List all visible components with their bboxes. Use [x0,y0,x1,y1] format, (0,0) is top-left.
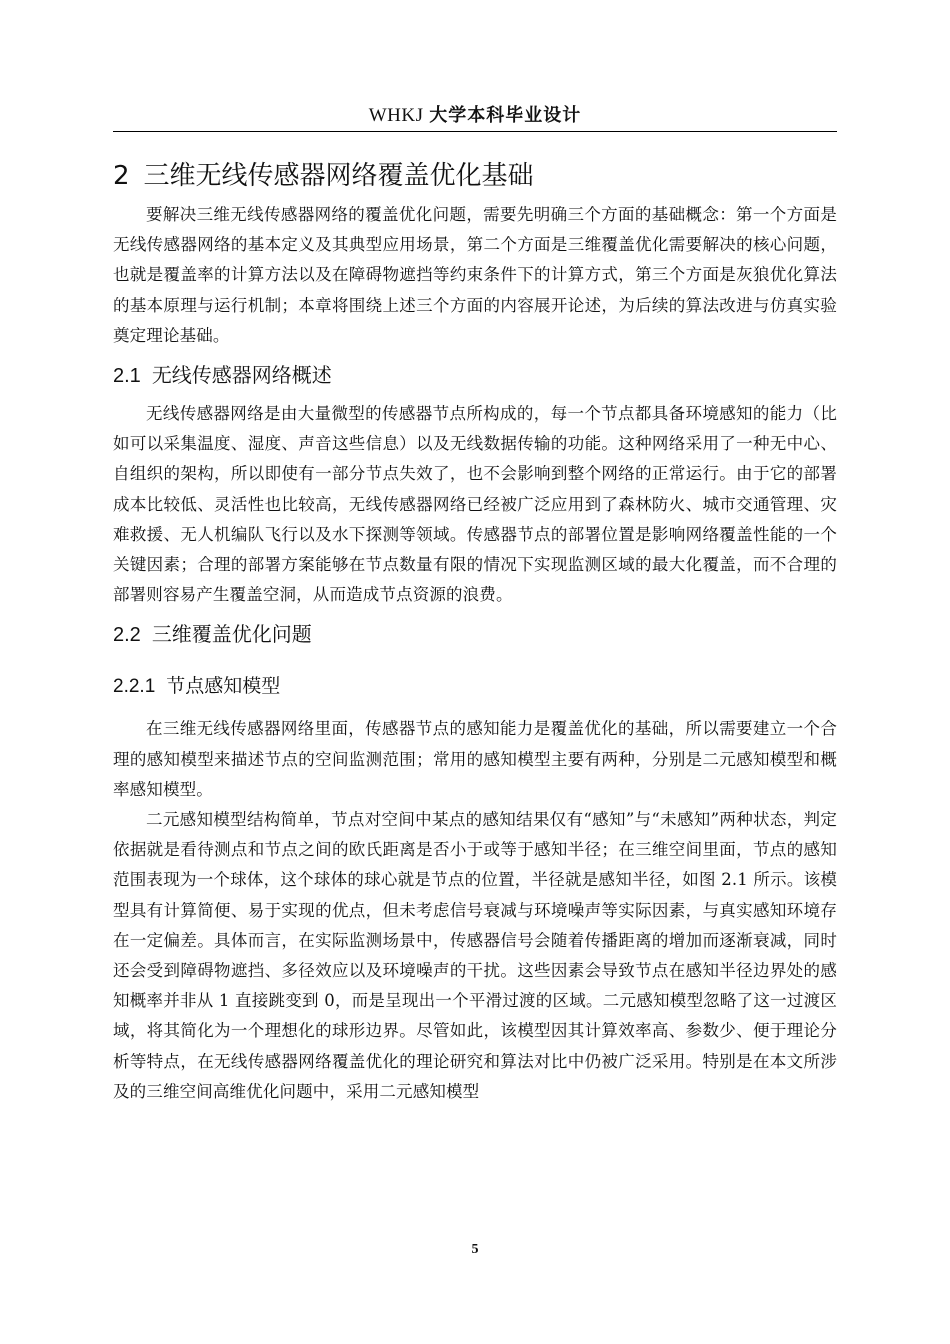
header-rule [113,131,837,132]
section-2-1-title: 无线传感器网络概述 [151,363,332,388]
page-body [113,152,837,1107]
header-latin-text: WHKJ [368,105,424,126]
section-2-1-paragraph: 无线传感器网络是由大量微型的传感器节点所构成的，每一个节点都具备环境感知的能力（比如可以采集温度、湿度、声音这些信息）以及无线数据传输的功能。这种网络采用了一种无中心、自组织的架构，所以即使有一部分节点失效了，也不会影响到整个网络的正常运行。由于它的部署成本比较低、灵活性也比较高，无线传感器网络已经被广泛应用到了森林防火、城市交通管理、灾难救援、无人机编队飞行以及水下探测等领域。传感器节点的部署位置是影响网络覆盖性能的一个关键因素；合理的部署方案能够在节点数量有限的情况下实现监测区域的最大化覆盖，而不合理的部署则容易产生覆盖空洞，从而造成节点资源的浪费。 [113,404,837,605]
subsection-2-2-1-paragraph-2: 二元感知模型结构简单，节点对空间中某点的感知结果仅有“感知”与“未感知”两种状态，判定依据就是看待测点和节点之间的欧氏距离是否小于或等于感知半径；在三维空间里面，节点的感知范围表现为一个球体，这个球体的球心就是节点的位置，半径就是感知半径，如图 2.1 所示。该模型具有计算简便、易于实现的优点，但未考虑信号衰减与环境噪声等实际因素，与真实感知环境存在一定偏差。具体而言，在实际监测场景中，传感器信号会随着传播距离的增加而逐渐衰减，同时还会受到障碍物遮挡、多径效应以及环境噪声的干扰。这些因素会导致节点在感知半径边界处的感知概率并非从 1 直接跳变到 0，而是呈现出一个平滑过渡的区域。二元感知模型忽略了这一过渡区域，将其简化为一个理想化的球形边界。尽管如此，该模型因其计算效率高、参数少、便于理论分析等特点，在无线传感器网络覆盖优化的理论研究和算法对比中仍被广泛采用。特别是在本文所涉及的三维空间高维优化问题中，采用二元感知模型 [113,810,837,1101]
section-2-2-number: 2.2 [113,624,141,647]
section-2-1-heading [113,351,837,399]
section-2-1-number: 2.1 [113,365,141,388]
chapter-intro-paragraph: 要解决三维无线传感器网络的覆盖优化问题，需要先明确三个方面的基础概念：第一个方面是无线传感器网络的基本定义及其典型应用场景，第二个方面是三维覆盖优化需要解决的核心问题，也就是覆盖率的计算方法以及在障碍物遮挡等约束条件下的计算方式，第三个方面是灰狼优化算法的基本原理与运行机制；本章将围绕上述三个方面的内容展开论述，为后续的算法改进与仿真实验奠定理论基础。 [113,205,837,345]
section-2-2-title: 三维覆盖优化问题 [151,622,312,647]
chapter-number: 2 [113,161,130,191]
chapter-heading [113,152,837,200]
subsection-2-2-1-heading [113,658,837,714]
header-cjk-text: 大学本科毕业设计 [429,105,582,126]
running-header [113,104,837,128]
page-number: 5 [471,1242,479,1257]
chapter-title: 三维无线传感器网络覆盖优化基础 [143,161,534,191]
section-2-2-heading [113,610,837,658]
subsection-2-2-1-title: 节点感知模型 [166,675,281,698]
subsection-2-2-1-number: 2.2.1 [113,676,156,698]
subsection-2-2-1-paragraph-1: 在三维无线传感器网络里面，传感器节点的感知能力是覆盖优化的基础，所以需要建立一个合理的感知模型来描述节点的空间监测范围；常用的感知模型主要有两种，分别是二元感知模型和概率感知模型。 [113,719,837,799]
